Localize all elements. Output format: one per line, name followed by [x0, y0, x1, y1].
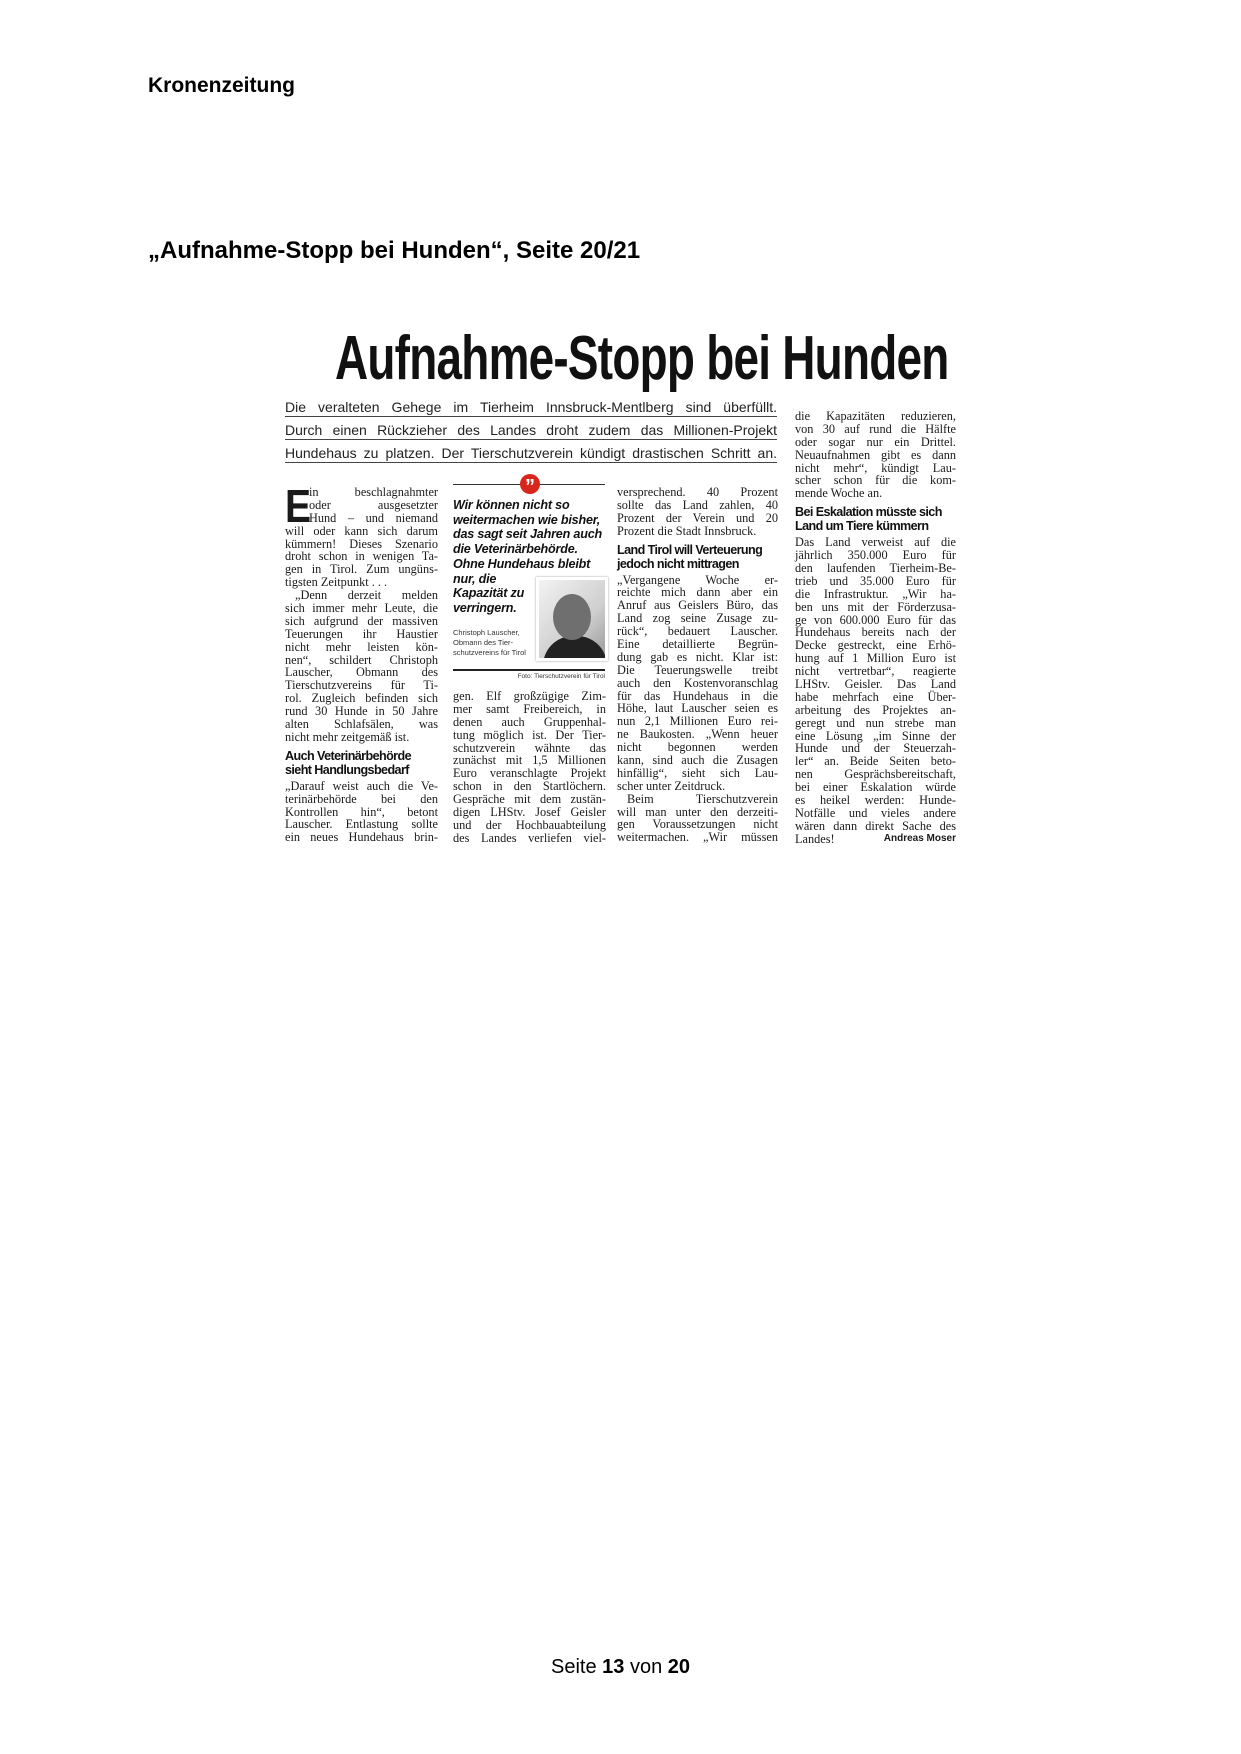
text-line: arbeitung des Projektes an-: [795, 702, 956, 717]
text-line: dung gab es nicht. Klar ist:: [617, 649, 778, 664]
text-line: nun 2,1 Millionen Euro rei-: [617, 714, 778, 729]
person-head-shape: [553, 594, 591, 640]
text-line: Hundehaus bereits nach der: [795, 625, 956, 640]
quote-line: weitermachen wie bisher,: [453, 512, 601, 527]
text-line: versprechend. 40 Prozent: [617, 485, 778, 499]
text-line: Euro veranschlagte Projekt: [453, 766, 606, 781]
quote-line: Kapazität zu: [453, 586, 525, 601]
text-line: LHStv. Geisler. Das Land: [795, 677, 956, 692]
text-line: tung möglich ist. Der Tier-: [453, 727, 606, 742]
paragraph: [617, 486, 778, 538]
text-line: es heikel werden: Hunde-: [795, 793, 956, 808]
text-line: terinärbehörde bei den: [285, 791, 438, 806]
quote-line: die Veterinärbehörde.: [453, 542, 578, 557]
text-line: rund 30 Hunde in 50 Jahre: [285, 704, 438, 719]
text-line: Notfälle und vieles andere: [795, 805, 956, 820]
quote-mark-icon: ”: [520, 474, 540, 494]
text-line: für das Hundehaus in die: [617, 688, 778, 703]
text-line: Höhe, laut Lauscher seien es: [617, 701, 778, 716]
subheading: [617, 543, 778, 571]
text-line: Neuaufnahmen gibt es dann: [795, 447, 956, 462]
text-line: ben uns mit der Förderzusa-: [795, 599, 956, 614]
text-line: ge von 600.000 Euro für das: [795, 612, 956, 627]
text-line: in beschlagnahmter: [309, 485, 438, 499]
author-byline: Andreas Moser: [883, 832, 956, 844]
text-line: ein neues Hundehaus brin-: [285, 830, 438, 845]
text-line: gen. Elf großzügige Zim-: [453, 689, 606, 703]
subheading-line: Land Tirol will Verteuerung: [617, 542, 763, 557]
paragraph: [617, 793, 778, 845]
deck-line: Die veralteten Gehege im Tierheim Innsbruck-Mentlberg sind überfüllt.: [285, 399, 777, 415]
text-line: scher schon für die kom-: [795, 473, 956, 488]
quote-line: Ohne Hundehaus bleibt: [453, 556, 591, 571]
total-pages: 20: [667, 1656, 691, 1678]
text-line: sollte das Land zahlen, 40: [617, 497, 778, 512]
page-heading: „Aufnahme-Stopp bei Hunden“, Seite 20/21: [148, 237, 641, 264]
text-line: weitermachen. „Wir müssen: [617, 830, 778, 845]
paragraph: [795, 536, 956, 845]
text-line: ler“ an. Beide Seiten beto-: [795, 754, 956, 769]
quote-line: Wir können nicht so: [453, 498, 570, 512]
text-line: sich immer mehr Leute, die: [285, 601, 438, 616]
paragraph: [285, 589, 438, 744]
paragraph: [285, 780, 438, 844]
caption-line: schutzvereins für Tirol: [453, 648, 526, 657]
text-line: Land zog seine Zusage zu-: [617, 611, 778, 626]
text-line: Beim Tierschutzverein: [627, 791, 778, 806]
text-line: habe mehrfach eine Über-: [795, 689, 956, 704]
text-line: und der Hochbauabteilung: [453, 817, 606, 832]
quote-line: nur, die: [453, 571, 497, 586]
text-line: nicht mehr leisten kön-: [285, 639, 438, 654]
quote-line: verringern.: [453, 600, 517, 615]
footer-middle: von: [629, 1656, 663, 1678]
text-line: „Vergangene Woche er-: [617, 572, 778, 587]
subheading-line: Land um Tiere kümmern: [795, 519, 929, 534]
subheading-line: Bei Eskalation müsste sich: [795, 505, 942, 520]
quote-bottom-rule: [453, 669, 605, 671]
text-line: trieb und 35.000 Euro für: [795, 573, 956, 588]
article-column-4: [795, 410, 956, 846]
text-line: gen in Tirol. Zum ungüns-: [285, 562, 438, 577]
text-line: schutzverein wähnte das: [453, 740, 606, 755]
article-column-1: [285, 480, 438, 845]
paragraph: [453, 690, 606, 845]
text-line: von 30 auf rund die Hälfte: [795, 421, 956, 436]
current-page: 13: [602, 1656, 625, 1678]
text-line: mende Woche an.: [795, 486, 883, 501]
text-line: zunächst mit 1,5 Millionen: [453, 753, 606, 768]
source-name: Kronenzeitung: [148, 74, 295, 97]
photo-caption: [453, 628, 526, 658]
text-line: „Darauf weist auch die Ve-: [285, 778, 438, 793]
text-line: Gespräche mit dem zustän-: [453, 792, 606, 807]
subheading-line: jedoch nicht mittragen: [617, 556, 739, 571]
page-footer: [0, 1656, 1241, 1679]
text-line: Teuerungen ihr Haustier: [285, 626, 438, 641]
drop-cap: E: [285, 480, 312, 532]
paragraph: [617, 574, 778, 793]
text-line: hinfällig“, sieht sich Lau-: [617, 765, 778, 780]
text-line: droht schon in wenigen Ta-: [285, 549, 438, 564]
text-line: alten Schlafsälen, was: [285, 717, 438, 732]
text-line: Tierschutzvereins für Ti-: [285, 678, 438, 693]
text-line: ne Baukosten. „Wenn heuer: [617, 727, 778, 742]
text-line: nicht mehr zeitgemäß ist.: [285, 729, 410, 744]
text-line: den laufenden Tierheim-Be-: [795, 561, 956, 576]
text-line: rol. Zugleich befinden sich: [285, 691, 438, 706]
text-line: nicht begonnen werden: [617, 740, 778, 755]
text-line: Das Land verweist auf die: [795, 535, 956, 550]
text-line: „Denn derzeit melden: [295, 588, 438, 603]
text-line: kümmern! Dieses Szenario: [285, 536, 438, 551]
text-line: digen LHStv. Josef Geisler: [453, 805, 606, 820]
text-line: scher unter Zeitdruck.: [617, 778, 726, 793]
text-line: auch den Kostenvoranschlag: [617, 675, 778, 690]
text-line: sich aufgrund der massiven: [285, 613, 438, 628]
text-line: wären dann direkt Sache des: [795, 818, 956, 833]
subheading: [285, 749, 438, 777]
article-column-3: [617, 486, 778, 844]
text-line: rück“, bedauert Lauscher.: [617, 624, 778, 639]
text-line: Decke gestreckt, eine Erhö-: [795, 638, 956, 653]
text-line: will oder kann sich darum: [285, 523, 438, 538]
text-line: eine Lösung „im Sinne der: [795, 728, 956, 743]
deck-line: Durch einen Rückzieher des Landes droht zudem das Millionen-Projekt: [285, 422, 777, 438]
text-line: hung auf 1 Million Euro ist: [795, 651, 956, 666]
text-line: des Landes verliefen viel-: [453, 830, 606, 845]
article-deck: [285, 399, 777, 468]
text-line: nen“, schildert Christoph: [285, 652, 438, 667]
text-line: Prozent der Verein und 20: [617, 510, 778, 525]
footer-prefix: Seite: [550, 1656, 597, 1678]
text-line: reichte mich dann aber ein: [617, 585, 778, 600]
text-line: nicht mehr“, kündigt Lau-: [795, 460, 956, 475]
text-line: mer samt Freibereich, in: [453, 701, 606, 716]
text-line: Kontrollen hin“, betont: [285, 804, 438, 819]
paragraph: [795, 410, 956, 500]
text-line: geregt und nun strebe man: [795, 715, 956, 730]
pull-quote: [453, 474, 605, 684]
text-line: jährlich 350.000 Euro für: [795, 548, 956, 563]
deck-line: Hundehaus zu platzen. Der Tierschutzverein kündigt drastischen Schritt an.: [285, 445, 777, 461]
subheading-line: sieht Handlungsbedarf: [285, 762, 409, 777]
text-line: will man unter den derzeiti-: [617, 804, 778, 819]
text-line: die Kapazitäten reduzieren,: [795, 409, 956, 423]
text-line: schon in den Startlöchern.: [453, 779, 606, 794]
text-line: denen auch Gruppenhal-: [453, 714, 606, 729]
text-line: Anruf aus Geislers Büro, das: [617, 598, 778, 613]
text-line: kann, sind auch die Zusagen: [617, 753, 778, 768]
text-line: tigsten Zeitpunkt . . .: [285, 575, 388, 590]
text-line: Lauscher. Entlastung sollte: [285, 817, 438, 832]
text-line: Hund – und niemand: [309, 510, 438, 525]
text-line: nen Gesprächsbereitschaft,: [795, 767, 956, 782]
text-line: oder ausgesetzter: [309, 497, 438, 512]
text-line: Die Teuerungswelle treibt: [617, 662, 778, 677]
text-line: Eine detaillierte Begrün-: [617, 637, 778, 652]
text-line: Lauscher, Obmann des: [285, 665, 438, 680]
caption-line: Christoph Lauscher,: [453, 628, 520, 637]
article-headline: Aufnahme-Stopp bei Hunden: [335, 324, 949, 393]
quote-line: das sagt seit Jahren auch: [453, 527, 602, 542]
text-line: Hunde und der Steuerzah-: [795, 741, 956, 756]
text-line: oder sogar nur ein Drittel.: [795, 434, 956, 449]
text-line-end: Landes!: [795, 831, 835, 846]
text-line: [795, 833, 956, 846]
text-line: bei einer Eskalation würde: [795, 780, 956, 795]
paragraph: [285, 480, 438, 590]
portrait-photo: [536, 577, 608, 661]
subheading: [795, 505, 956, 533]
text-line: gen Voraussetzungen nicht: [617, 817, 778, 832]
subheading-line: Auch Veterinärbehörde: [285, 748, 411, 763]
text-line: Prozent die Stadt Innsbruck.: [617, 523, 757, 538]
caption-line: Obmann des Tier-: [453, 638, 514, 647]
article-column-2: [453, 690, 606, 845]
text-line: die Infrastruktur. „Wir ha-: [795, 586, 956, 601]
text-line: nicht vertretbar“, reagierte: [795, 664, 956, 679]
photo-credit: Foto: Tierschutzverein für Tirol: [517, 673, 605, 680]
